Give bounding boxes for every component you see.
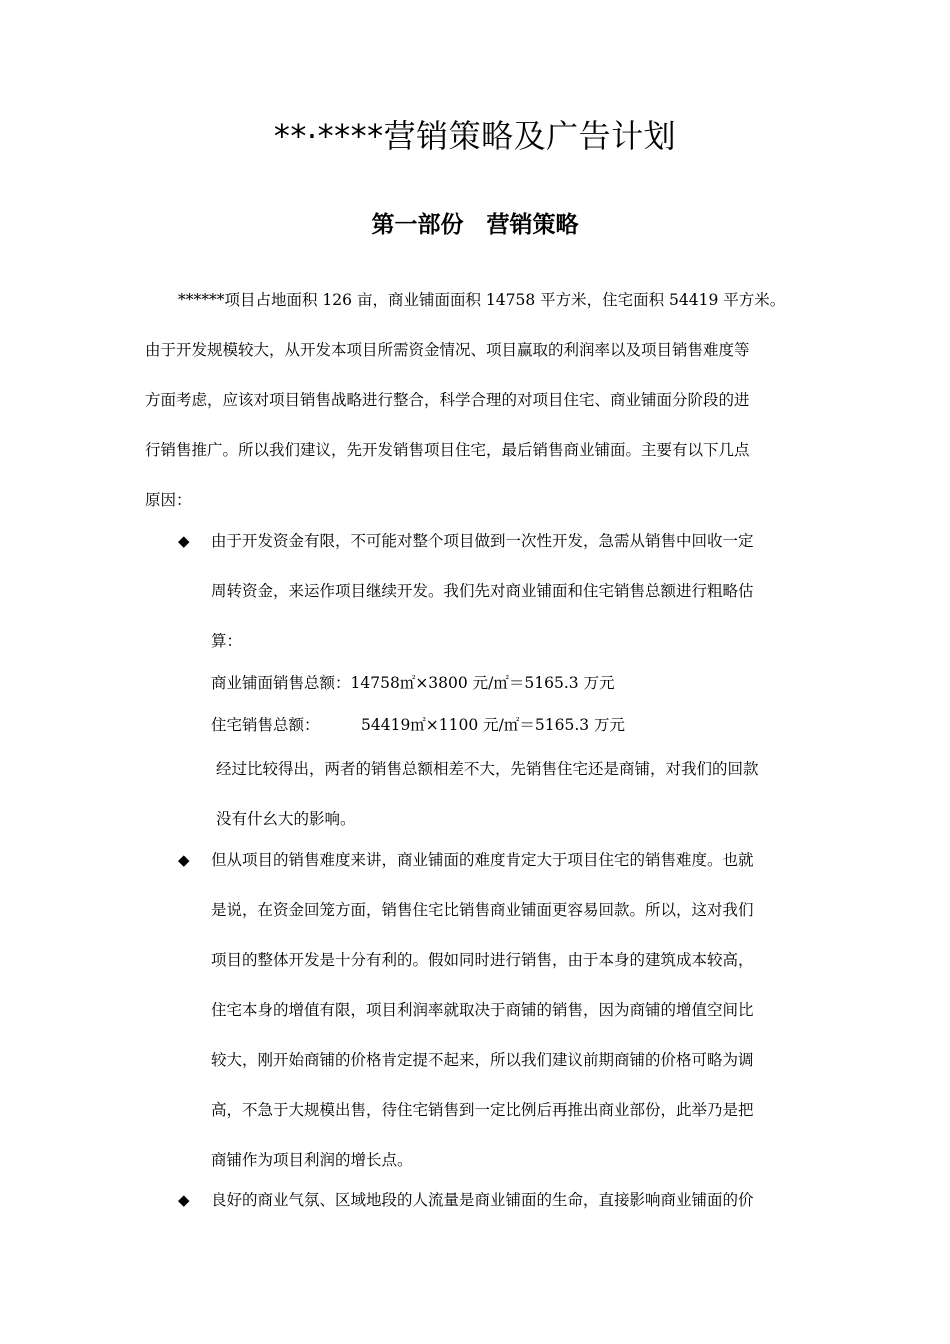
part-heading: 第一部份 营销策略	[371, 212, 579, 238]
calc-shop-row	[211, 671, 615, 695]
calc-house-row	[211, 713, 625, 737]
bullet2-line: 较大，刚开始商铺的价格肯定提不起来，所以我们建议前期商铺的价格可略为调	[211, 1051, 754, 1069]
calc-shop-value: 14758㎡×3800 元/㎡＝5165.3 万元	[350, 674, 615, 692]
bullet3-line: 良好的商业气氛、区域地段的人流量是商业铺面的生命，直接影响商业铺面的价	[211, 1191, 754, 1209]
bullet2-line: 住宅本身的增值有限，项目利润率就取决于商铺的销售，因为商铺的增值空间比	[211, 1001, 754, 1019]
bullet-icon: ◆	[178, 532, 190, 550]
bullet1-line: 算：	[211, 632, 243, 650]
intro-line: 方面考虑，应该对项目销售战略进行整合，科学合理的对项目住宅、商业铺面分阶段的进	[145, 391, 750, 409]
bullet2-line: 高，不急于大规模出售，待住宅销售到一定比例后再推出商业部份，此举乃是把	[211, 1101, 754, 1119]
intro-line: 由于开发规模较大，从开发本项目所需资金情况、项目赢取的利润率以及项目销售难度等	[145, 341, 750, 359]
bullet2-line: 商铺作为项目利润的增长点。	[211, 1151, 413, 1169]
intro-line: 行销售推广。所以我们建议，先开发销售项目住宅，最后销售商业铺面。主要有以下几点	[145, 441, 750, 459]
bullet2-line: 项目的整体开发是十分有利的。假如同时进行销售，由于本身的建筑成本较高，	[211, 951, 754, 969]
bullet2-line: 是说，在资金回笼方面，销售住宅比销售商业铺面更容易回款。所以，这对我们	[211, 901, 754, 919]
bullet1-conclusion-line: 没有什幺大的影响。	[216, 810, 356, 828]
calc-house-value: 54419㎡×1100 元/㎡＝5165.3 万元	[361, 716, 626, 734]
bullet2-line: 但从项目的销售难度来讲，商业铺面的难度肯定大于项目住宅的销售难度。也就	[211, 851, 754, 869]
bullet1-conclusion-line: 经过比较得出，两者的销售总额相差不大，先销售住宅还是商铺，对我们的回款	[216, 760, 759, 778]
bullet1-line: 周转资金，来运作项目继续开发。我们先对商业铺面和住宅销售总额进行粗略估	[211, 582, 754, 600]
bullet-icon: ◆	[178, 851, 190, 869]
bullet1-line: 由于开发资金有限，不可能对整个项目做到一次性开发，急需从销售中回收一定	[211, 532, 754, 550]
bullet-icon: ◆	[178, 1191, 190, 1209]
calc-shop-label: 商业铺面销售总额：	[211, 674, 351, 692]
intro-line: 原因：	[145, 491, 192, 509]
calc-house-label: 住宅销售总额：	[211, 716, 320, 734]
intro-line: ******项目占地面积 126 亩，商业铺面面积 14758 平方米，住宅面积 54419 平方米。	[178, 291, 786, 309]
document-title: **·****营销策略及广告计划	[273, 117, 677, 155]
